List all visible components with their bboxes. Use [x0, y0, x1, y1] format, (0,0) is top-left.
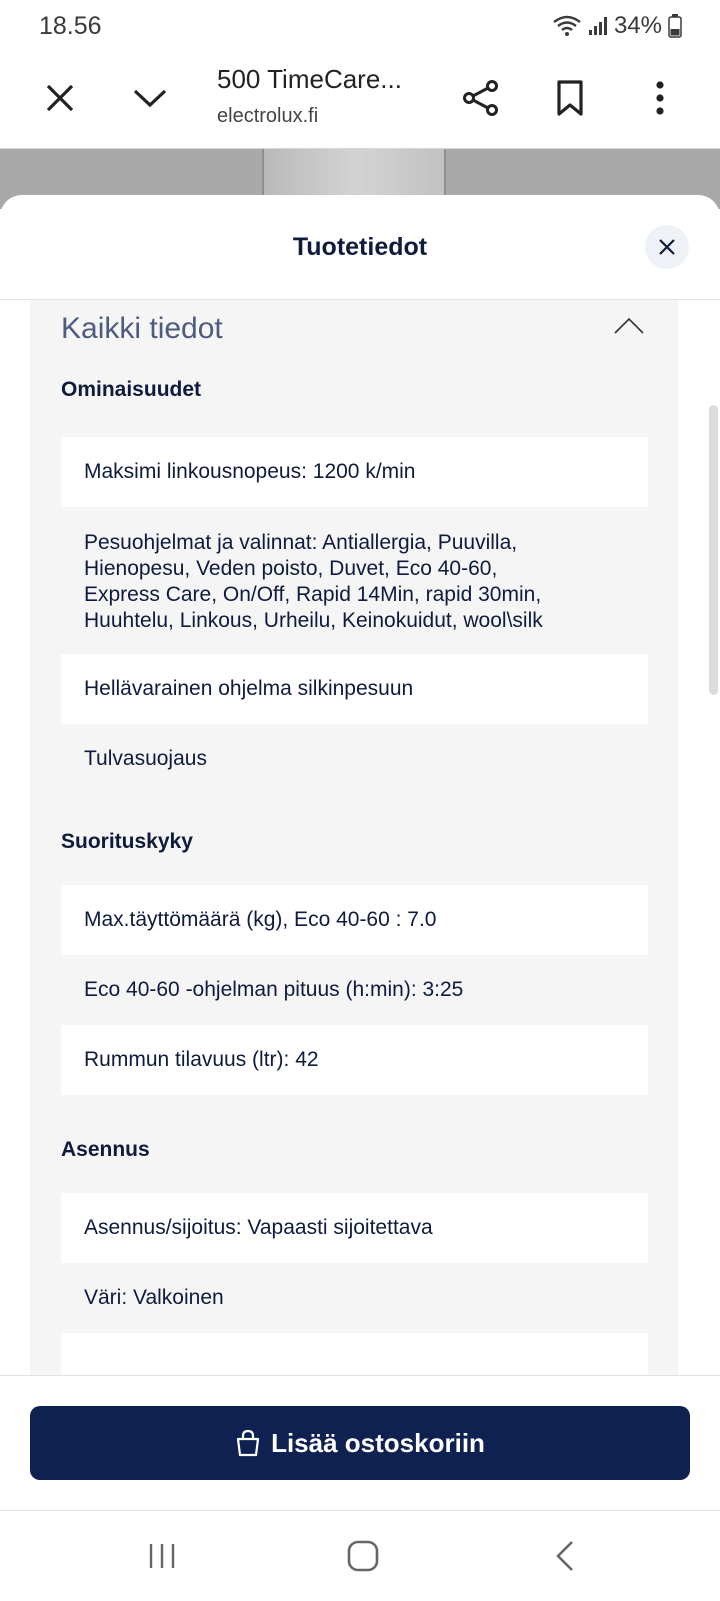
spec-line: Hienopesu, Veden poisto, Duvet, Eco 40-60,: [84, 557, 498, 580]
system-nav-bar: [0, 1510, 720, 1601]
spec-row: Max.täyttömäärä (kg), Eco 40-60 : 7.0: [61, 885, 648, 955]
sheet-header: [0, 195, 720, 300]
page-domain: electrolux.fi: [217, 105, 319, 127]
home-button[interactable]: [338, 1536, 388, 1576]
sheet-title: Tuotetiedot: [292, 233, 428, 261]
status-icons: [552, 12, 682, 40]
share-button[interactable]: [453, 70, 509, 126]
recent-apps-icon: [147, 1542, 177, 1570]
spec-line: Huuhtelu, Linkous, Urheilu, Keinokuidut, wool\silk: [84, 609, 543, 632]
share-icon: [462, 79, 500, 117]
spec-row: Maksimi linkousnopeus: 1200 k/min: [61, 437, 648, 507]
close-icon: [45, 83, 75, 113]
spec-line: Pesuohjelmat ja valinnat: Antiallergia, Puuvilla,: [84, 531, 518, 554]
spec-row: Tulvasuojaus: [84, 747, 207, 770]
more-vertical-icon: [655, 81, 665, 115]
back-button[interactable]: [540, 1536, 590, 1576]
home-icon: [347, 1540, 379, 1572]
product-details-sheet: [0, 195, 720, 1405]
spec-row: Asennus/sijoitus: Vapaasti sijoitettava: [61, 1193, 648, 1263]
spec-row: [61, 516, 648, 646]
chevron-up-icon[interactable]: [613, 316, 645, 336]
close-icon: [658, 238, 676, 256]
all-details-panel: [30, 300, 678, 1405]
back-icon: [554, 1540, 576, 1572]
status-time: 18.56: [39, 12, 102, 40]
recent-apps-button[interactable]: [137, 1536, 187, 1576]
battery-icon: [668, 14, 682, 38]
shopping-bag-icon: [235, 1429, 261, 1457]
add-to-cart-label: Lisää ostoskoriin: [271, 1427, 485, 1458]
bookmark-icon: [556, 80, 584, 116]
sheet-close-button[interactable]: [645, 225, 689, 269]
wifi-icon: [552, 14, 582, 38]
status-bar: [0, 0, 720, 52]
scrollbar[interactable]: [709, 405, 718, 695]
section-heading-installation: Asennus: [61, 1138, 150, 1161]
section-heading-features: Ominaisuudet: [61, 378, 202, 401]
signal-icon: [588, 16, 608, 36]
spec-line: Express Care, On/Off, Rapid 14Min, rapid 30min,: [84, 583, 542, 606]
spec-row: Väri: Valkoinen: [84, 1286, 224, 1309]
page-title: 500 TimeCare...: [217, 64, 402, 94]
spec-row: Hellävarainen ohjelma silkinpesuun: [61, 654, 648, 724]
spec-row: Eco 40-60 -ohjelman pituus (h:min): 3:25: [84, 978, 464, 1001]
url-block[interactable]: [217, 64, 427, 128]
spec-row: Rummun tilavuus (ltr): 42: [61, 1025, 648, 1095]
section-heading-performance: Suorituskyky: [61, 830, 193, 853]
panel-title: Kaikki tiedot: [61, 312, 223, 345]
battery-percent: 34%: [613, 12, 662, 39]
action-area: [0, 1375, 720, 1511]
browser-toolbar: [0, 52, 720, 149]
chevron-down-icon: [132, 87, 168, 109]
add-to-cart-button[interactable]: [30, 1406, 690, 1480]
more-options-button[interactable]: [632, 70, 688, 126]
bookmark-button[interactable]: [542, 70, 598, 126]
minimize-button[interactable]: [122, 70, 178, 126]
close-tab-button[interactable]: [32, 70, 88, 126]
